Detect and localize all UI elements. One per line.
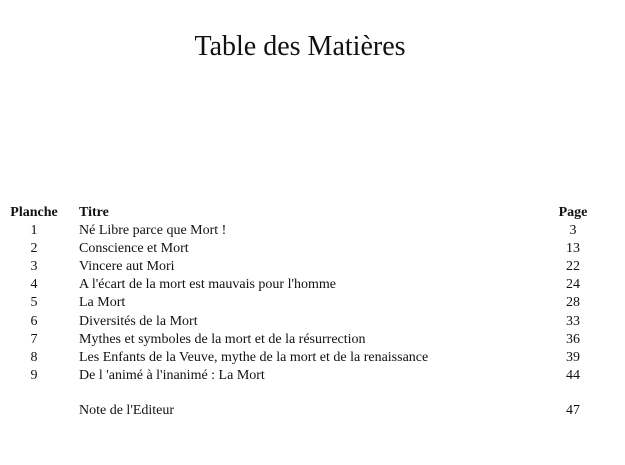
row-planche: 7	[30, 331, 38, 347]
row-page: 3	[569, 223, 577, 239]
row-page: 39	[566, 349, 580, 365]
row-spacer	[7, 385, 597, 402]
row-page: 28	[566, 295, 580, 311]
row-planche: 4	[30, 277, 38, 293]
table-row	[7, 367, 597, 385]
row-planche: 2	[30, 241, 38, 257]
page-title: Table des Matières	[194, 31, 406, 62]
row-page: 24	[566, 277, 580, 293]
row-planche: 6	[30, 313, 38, 329]
row-planche-empty	[7, 402, 61, 420]
header-page: Page	[558, 205, 588, 220]
row-titre: La Mort	[79, 295, 126, 311]
row-titre: Conscience et Mort	[79, 241, 189, 257]
row-page: 13	[566, 241, 580, 257]
row-page: 22	[566, 259, 580, 275]
row-titre: Diversités de la Mort	[79, 313, 198, 329]
header-planche: Planche	[10, 205, 58, 220]
row-titre: Mythes et symboles de la mort et de la résurrection	[79, 331, 366, 347]
note-titre: Note de l'Editeur	[79, 402, 175, 418]
table-row	[7, 331, 597, 349]
table-row	[7, 240, 597, 258]
row-page: 44	[566, 367, 580, 383]
row-titre: Vincere aut Mori	[79, 259, 175, 275]
table-row	[7, 349, 597, 367]
table-row	[7, 294, 597, 312]
row-titre: Les Enfants de la Veuve, mythe de la mort et de la renaissance	[79, 349, 429, 365]
table-row	[7, 276, 597, 294]
note-page: 47	[566, 402, 580, 418]
row-planche: 5	[30, 295, 38, 311]
header-titre: Titre	[79, 205, 109, 220]
row-titre: Né Libre parce que Mort !	[79, 223, 227, 239]
table-row	[7, 313, 597, 331]
row-titre: A l'écart de la mort est mauvais pour l'homme	[79, 277, 336, 293]
row-page: 33	[566, 313, 580, 329]
table-row-note	[7, 402, 597, 420]
row-planche: 1	[30, 223, 38, 239]
row-planche: 9	[30, 367, 38, 383]
row-planche: 8	[30, 349, 38, 365]
table-of-contents	[7, 204, 597, 420]
row-page: 36	[566, 331, 580, 347]
row-planche: 3	[30, 259, 38, 275]
row-titre: De l 'animé à l'inanimé : La Mort	[79, 367, 265, 383]
table-header	[7, 204, 597, 222]
table-row	[7, 258, 597, 276]
table-row	[7, 222, 597, 240]
